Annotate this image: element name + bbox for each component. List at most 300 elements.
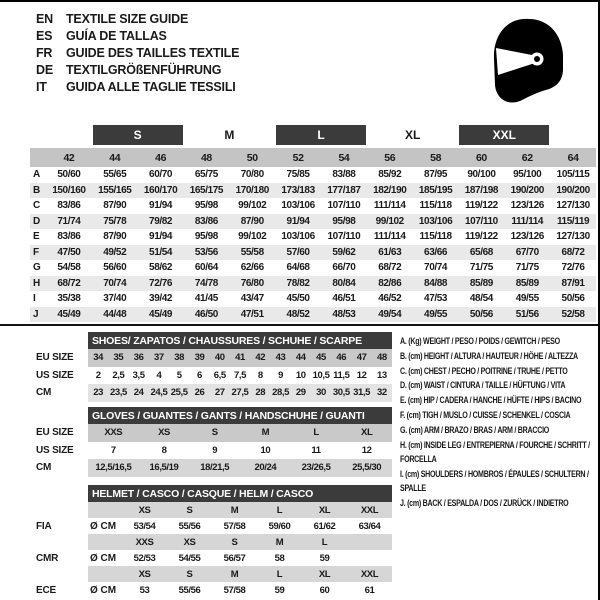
measure-value: 119/122 xyxy=(465,200,498,212)
measure-value: 85/92 xyxy=(378,169,402,181)
measure-row xyxy=(30,245,596,261)
section-row xyxy=(30,384,392,402)
measure-value: 62/66 xyxy=(240,262,264,274)
section-row xyxy=(30,518,392,534)
size-cell: 28 xyxy=(255,387,266,399)
language-row xyxy=(36,44,239,61)
size-cell: 52/53 xyxy=(133,552,156,564)
measure-row xyxy=(30,229,596,245)
size-cell: 59/60 xyxy=(268,520,291,532)
size-cell: 12,5/16,5 xyxy=(95,462,132,474)
size-cell: 38 xyxy=(174,352,185,364)
measure-value: 52/58 xyxy=(561,308,585,320)
measure-value: 173/183 xyxy=(281,184,315,196)
measure-value: 190/200 xyxy=(556,184,590,196)
measure-value: 185/195 xyxy=(418,184,453,196)
measure-value: 79/82 xyxy=(149,215,173,227)
language-row xyxy=(36,62,239,79)
size-cell: 39 xyxy=(194,352,205,364)
size-cell: 10 xyxy=(260,444,271,456)
size-cell: 7 xyxy=(110,444,116,456)
measure-value: 83/86 xyxy=(57,200,81,212)
size-cell: 57/58 xyxy=(223,584,246,596)
size-cell: 59 xyxy=(274,584,285,596)
size-group-label: XXL xyxy=(492,128,516,142)
legend-item: C. (cm) CHEST / PECHO / POITRINE / TRUHE / PETTO xyxy=(400,365,568,376)
size-cell: XS xyxy=(138,504,151,516)
size-cell: 45 xyxy=(316,352,326,364)
guide-title: GUÍA DE TALLAS xyxy=(66,28,167,43)
section-row xyxy=(30,550,392,566)
measure-value: 71/75 xyxy=(469,262,493,274)
measure-value: 115/118 xyxy=(419,231,452,243)
size-value: 42 xyxy=(63,151,75,164)
measure-row-label: F xyxy=(33,246,39,258)
size-value: 52 xyxy=(292,151,304,164)
size-cell: 11,5 xyxy=(333,369,350,381)
measure-row xyxy=(30,291,596,307)
measure-value: 66/70 xyxy=(332,262,356,274)
size-cell: S xyxy=(186,504,193,516)
section-title-bar xyxy=(88,332,392,349)
size-cell: 29 xyxy=(295,387,306,399)
size-cell: 9 xyxy=(212,444,218,456)
section-row-body xyxy=(88,582,392,598)
size-value: 58 xyxy=(430,151,442,164)
measure-row-label: A xyxy=(33,169,40,181)
size-cell: 6 xyxy=(197,369,202,381)
size-value: 60 xyxy=(475,151,487,164)
measure-value: 103/106 xyxy=(281,231,315,243)
measure-value: 51/56 xyxy=(515,308,539,320)
measure-value: 71/74 xyxy=(57,215,81,227)
section-row-body xyxy=(88,534,392,550)
size-cell: 9 xyxy=(278,369,283,381)
section-row-body xyxy=(88,384,392,402)
measure-value: 91/94 xyxy=(149,200,173,212)
size-cell: XXS xyxy=(135,536,154,548)
unit-label: Ø CM xyxy=(90,552,117,564)
size-group-l xyxy=(276,125,366,145)
measure-value: 187/198 xyxy=(464,184,499,196)
size-cell: 24 xyxy=(133,387,144,399)
measure-value: 127/130 xyxy=(556,200,590,212)
measure-value: 87/90 xyxy=(103,200,127,212)
measure-value: 115/118 xyxy=(419,200,452,212)
size-value: 56 xyxy=(384,151,396,164)
section-row-body xyxy=(88,550,392,566)
size-cell: 61/62 xyxy=(313,520,336,532)
measure-value: 72/76 xyxy=(149,277,173,289)
measure-value: 63/66 xyxy=(424,246,448,258)
size-cell: 61 xyxy=(364,584,375,596)
measure-value: 46/50 xyxy=(194,308,218,320)
measure-value: 61/63 xyxy=(378,246,402,258)
size-cell: 31,5 xyxy=(353,387,371,399)
measure-value: 119/122 xyxy=(465,231,498,243)
measure-value: 107/110 xyxy=(327,200,361,212)
measure-row xyxy=(30,276,596,292)
measure-value: 59/62 xyxy=(332,246,356,258)
size-cell: XXL xyxy=(360,568,379,580)
measure-value: 67/70 xyxy=(515,246,539,258)
measure-value: 177/187 xyxy=(327,184,361,196)
helmet-section xyxy=(30,485,392,598)
size-value: 64 xyxy=(567,151,579,164)
size-value: 44 xyxy=(109,151,121,164)
legend-item: B. (cm) HEIGHT / ALTURA / HAUTEUR / HÖHE / ALTEZZA xyxy=(400,350,578,361)
size-group-xxl xyxy=(459,125,549,145)
measure-value: 43/47 xyxy=(240,293,264,305)
section-title: HELMET / CASCO / CASQUE / HELM / CASCO xyxy=(92,487,314,500)
legend-item: E. (cm) HIP / CADERA / HANCHE / HÜFTE / HIPS / BACINO xyxy=(400,395,582,406)
legend-item: A. (Kg) WEIGHT / PESO / POIDS / GEWITCH / PESO xyxy=(400,336,560,346)
measure-value: 57/60 xyxy=(286,246,310,258)
size-cell: 12 xyxy=(356,369,367,381)
measure-value: 107/110 xyxy=(465,215,498,227)
measure-value: 95/98 xyxy=(332,215,356,227)
measure-value: 75/85 xyxy=(286,169,310,181)
measure-value: 103/106 xyxy=(281,200,315,212)
section-title: SHOES/ ZAPATOS / CHAUSSURES / SCHUHE / SCARPE xyxy=(92,334,362,347)
section-row-body xyxy=(88,367,392,385)
measure-value: 155/165 xyxy=(98,184,132,196)
size-cell: 18/21,5 xyxy=(200,462,230,474)
size-cell: 10,5 xyxy=(312,369,330,381)
size-cell: L xyxy=(313,427,319,439)
size-cell: S xyxy=(186,568,193,580)
size-cell: XL xyxy=(318,568,331,580)
size-cell: 60 xyxy=(319,584,330,596)
measure-row xyxy=(30,198,596,214)
shoes-section xyxy=(30,332,392,402)
measure-value: 99/102 xyxy=(238,231,267,243)
size-cell: 48 xyxy=(376,352,387,364)
measure-value: 48/54 xyxy=(469,293,493,305)
size-cell: 25,5/30 xyxy=(352,462,382,474)
measure-value: 70/80 xyxy=(240,169,264,181)
legend-item: D. (cm) WAIST / CINTURA / TAILLE / HÜFTUNG / VITA xyxy=(400,380,566,391)
measure-value: 47/51 xyxy=(240,308,264,320)
measure-value: 45/50 xyxy=(286,293,310,305)
size-cell: 57/58 xyxy=(223,520,246,532)
measure-value: 49/55 xyxy=(515,293,539,305)
legend-item: H. (cm) INSIDE LEG / ENTREPIERNA / FOURCHE / SCHRITT / FORCELLA xyxy=(400,439,590,464)
language-code: DE xyxy=(36,63,53,78)
measure-value: 127/130 xyxy=(556,231,590,243)
size-number-row xyxy=(30,148,596,167)
measure-value: 71/75 xyxy=(515,262,539,274)
section-row-label: EU SIZE xyxy=(36,352,74,364)
section-row-label: FIA xyxy=(36,520,52,532)
measure-value: 50/60 xyxy=(57,169,81,181)
measure-value: 111/114 xyxy=(373,200,406,212)
section-title-bar xyxy=(88,485,392,502)
measure-value: 95/100 xyxy=(513,169,542,181)
visor-pivot-inner xyxy=(534,56,540,62)
measure-value: 91/94 xyxy=(149,231,173,243)
size-cell: 4 xyxy=(156,369,162,381)
section-row-label: ECE xyxy=(36,584,56,596)
size-cell: 55/56 xyxy=(178,584,201,596)
measurement-legend xyxy=(400,334,598,511)
measure-value: 160/170 xyxy=(143,184,178,196)
size-cell: 11 xyxy=(311,444,321,456)
size-cell: L xyxy=(321,536,328,548)
measure-row-label: H xyxy=(33,277,40,289)
size-cell: 16,5/19 xyxy=(149,462,179,474)
measure-row-label: D xyxy=(33,215,40,227)
size-cell: 42 xyxy=(255,352,266,364)
legend-item: F. (cm) TIGH / MUSLO / CUISSE / SCHENKEL / COSCIA xyxy=(400,409,571,420)
measure-value: 70/74 xyxy=(424,262,448,274)
measure-row-label: J xyxy=(33,308,39,320)
measure-value: 47/53 xyxy=(424,293,448,305)
language-code: EN xyxy=(36,11,53,26)
section-row-label: CM xyxy=(36,387,52,399)
unit-label: Ø CM xyxy=(90,584,117,596)
size-value: 48 xyxy=(200,151,212,164)
section-divider xyxy=(0,324,598,326)
measure-row-label: I xyxy=(33,293,36,305)
measure-value: 58/62 xyxy=(149,262,173,274)
language-code: FR xyxy=(36,45,53,60)
measure-row-label: C xyxy=(33,200,40,212)
size-group-spacer xyxy=(30,125,92,145)
measure-value: 64/68 xyxy=(286,262,310,274)
measure-value: 83/88 xyxy=(332,169,356,181)
textile-size-table xyxy=(30,125,596,322)
size-cell: L xyxy=(276,504,283,516)
measure-value: 56/60 xyxy=(103,262,127,274)
legend-item: J. (cm) BACK / ESPALDA / DOS / ZURÜCK / INDIETRO xyxy=(400,497,569,508)
size-cell: 30,5 xyxy=(332,387,350,399)
measure-value: 55/58 xyxy=(240,246,264,258)
measure-value: 182/190 xyxy=(373,184,407,196)
measure-value: 83/86 xyxy=(57,231,81,243)
size-cell: 53/54 xyxy=(133,520,156,532)
measure-value: 49/55 xyxy=(424,308,448,320)
section-row-body xyxy=(88,459,392,477)
section-row-body xyxy=(88,566,392,582)
measure-value: 123/126 xyxy=(510,200,544,212)
measure-value: 83/86 xyxy=(194,215,218,227)
measure-value: 105/115 xyxy=(556,169,590,181)
size-cell: XL xyxy=(361,427,373,439)
guide-title: TEXTILGRÖßENFÜHRUNG xyxy=(66,63,222,78)
size-cell: 36 xyxy=(133,352,144,364)
measure-value: 115/119 xyxy=(556,215,590,227)
size-cell: 23 xyxy=(93,387,104,399)
size-group-s xyxy=(93,125,183,145)
measure-value: 41/45 xyxy=(194,293,218,305)
measure-value: 84/88 xyxy=(424,277,448,289)
measure-value: 49/52 xyxy=(103,246,127,258)
size-value: 50 xyxy=(246,151,258,164)
language-code: IT xyxy=(36,80,47,95)
size-cell: 58 xyxy=(274,552,285,564)
measure-value: 95/98 xyxy=(194,200,218,212)
size-cell: 25,5 xyxy=(170,387,188,399)
measure-row xyxy=(30,214,596,230)
section-row-label xyxy=(30,534,88,550)
size-cell: 3,5 xyxy=(132,369,145,381)
size-cell: 47 xyxy=(356,352,367,364)
measure-value: 70/74 xyxy=(103,277,127,289)
measure-value: 68/72 xyxy=(561,246,585,258)
gloves-section xyxy=(30,407,392,477)
measure-value: 82/86 xyxy=(378,277,402,289)
size-group-m xyxy=(184,125,276,145)
size-cell: M xyxy=(261,427,270,439)
measure-value: 190/200 xyxy=(510,184,544,196)
section-row-label: EU SIZE xyxy=(36,427,74,439)
measure-value: 72/76 xyxy=(561,262,585,274)
measure-value: 50/56 xyxy=(469,308,493,320)
size-cell: 2,5 xyxy=(112,369,125,381)
size-cell: 23,5 xyxy=(109,387,127,399)
size-cell: 6,5 xyxy=(213,369,226,381)
measure-value: 85/89 xyxy=(515,277,539,289)
size-cell: 63/64 xyxy=(358,520,381,532)
measure-value: 74/78 xyxy=(194,277,218,289)
guide-title: TEXTILE SIZE GUIDE xyxy=(66,11,189,26)
size-cell: 32 xyxy=(376,387,387,399)
legend-item: G. (cm) ARM / BRAZO / BRAS / ARM / BRACCIO xyxy=(400,424,550,435)
size-cell: 40 xyxy=(214,352,225,364)
legend-item: I. (cm) SHOULDERS / HOMBROS / ÉPAULES / SCHULTERN / SPALLE xyxy=(400,468,589,494)
size-cell: 12 xyxy=(361,444,372,456)
title-block xyxy=(36,10,239,96)
size-cell: 8 xyxy=(257,369,263,381)
measure-value: 99/102 xyxy=(375,215,404,227)
size-value: 46 xyxy=(155,151,167,164)
section-row-body xyxy=(88,349,392,367)
size-cell: 59 xyxy=(319,552,330,564)
language-row xyxy=(36,10,239,27)
measure-value: 95/98 xyxy=(194,231,218,243)
measure-value: 150/160 xyxy=(52,184,86,196)
measure-value: 111/114 xyxy=(373,231,406,243)
measure-row xyxy=(30,183,596,199)
racing-helmet-icon xyxy=(487,17,565,107)
measure-value: 68/72 xyxy=(378,262,402,274)
size-cell: 35 xyxy=(113,352,124,364)
section-title: GLOVES / GUANTES / GANTS / HANDSCHUHE / GUANTI xyxy=(92,409,365,422)
measure-value: 65/68 xyxy=(469,246,493,258)
size-cell: 13 xyxy=(376,369,387,381)
measure-value: 45/49 xyxy=(149,308,173,320)
size-cell: 2 xyxy=(95,369,101,381)
measure-value: 53/56 xyxy=(194,246,218,258)
size-cell: XS xyxy=(158,427,170,439)
measure-value: 87/95 xyxy=(424,169,448,181)
guide-title: GUIDE DES TAILLES TEXTILE xyxy=(66,45,240,60)
size-cell: 23/26,5 xyxy=(301,462,331,474)
size-cell: 56/57 xyxy=(223,552,246,564)
size-cell: 26 xyxy=(194,387,205,399)
size-cell: XL xyxy=(318,504,331,516)
measure-value: 170/180 xyxy=(235,184,269,196)
measure-row-label: B xyxy=(33,184,40,196)
size-group-row xyxy=(30,125,596,145)
size-cell: 5 xyxy=(176,369,182,381)
section-row xyxy=(30,566,392,582)
section-row xyxy=(30,459,392,477)
size-cell: 7,5 xyxy=(233,369,246,381)
measure-value: 107/110 xyxy=(327,231,361,243)
size-cell: 41 xyxy=(235,352,245,364)
measure-row xyxy=(30,307,596,323)
size-cell: XS xyxy=(138,568,151,580)
measure-value: 45/49 xyxy=(57,308,81,320)
measure-value: 91/94 xyxy=(286,215,310,227)
measure-value: 75/78 xyxy=(103,215,127,227)
size-cell: L xyxy=(276,568,283,580)
measure-row xyxy=(30,260,596,276)
size-cell: 46 xyxy=(336,352,347,364)
section-row-body xyxy=(88,502,392,518)
measure-value: 44/48 xyxy=(103,308,127,320)
size-group-spacer xyxy=(550,125,596,145)
section-row xyxy=(30,424,392,442)
measure-value: 165/175 xyxy=(189,184,224,196)
measure-value: 87/90 xyxy=(240,215,264,227)
measure-value: 111/114 xyxy=(511,215,544,227)
size-cell: 37 xyxy=(154,352,164,364)
section-row-body xyxy=(88,518,392,534)
measure-value: 60/64 xyxy=(194,262,218,274)
size-cell: 44 xyxy=(295,352,306,364)
measure-value: 46/51 xyxy=(332,293,356,305)
section-row-body xyxy=(88,424,392,442)
measure-value: 87/91 xyxy=(561,277,585,289)
size-cell: M xyxy=(275,536,284,548)
section-row-label: CMR xyxy=(36,552,59,564)
size-cell: 8 xyxy=(161,444,167,456)
size-cell: 10 xyxy=(295,369,306,381)
size-cell: XXL xyxy=(360,504,379,516)
section-row-label xyxy=(30,566,88,582)
guide-title: GUIDA ALLE TAGLIE TESSILI xyxy=(66,80,236,95)
section-row xyxy=(30,442,392,460)
section-row-label xyxy=(30,502,88,518)
measure-value: 99/102 xyxy=(238,200,267,212)
measure-value: 35/38 xyxy=(57,293,81,305)
language-code: ES xyxy=(36,28,53,43)
measure-value: 49/54 xyxy=(378,308,402,320)
size-cell: M xyxy=(230,568,239,580)
size-cell: XXS xyxy=(104,427,123,439)
unit-label: Ø CM xyxy=(90,520,117,532)
measure-value: 47/50 xyxy=(57,246,81,258)
measure-value: 68/72 xyxy=(57,277,81,289)
language-row xyxy=(36,79,239,96)
measure-value: 85/89 xyxy=(469,277,493,289)
measure-row-label: G xyxy=(33,262,41,274)
measure-value: 87/90 xyxy=(103,231,127,243)
racing-helmet-svg xyxy=(487,17,565,107)
size-group-xl xyxy=(367,125,459,145)
measure-value: 51/54 xyxy=(149,246,173,258)
size-group-label: S xyxy=(133,128,142,142)
size-cell: 34 xyxy=(93,352,104,364)
size-group-label: XL xyxy=(404,128,421,142)
size-cell: 20/24 xyxy=(254,462,277,474)
size-cell: 53 xyxy=(139,584,150,596)
size-cell: XS xyxy=(183,536,196,548)
section-title-bar xyxy=(88,407,392,424)
